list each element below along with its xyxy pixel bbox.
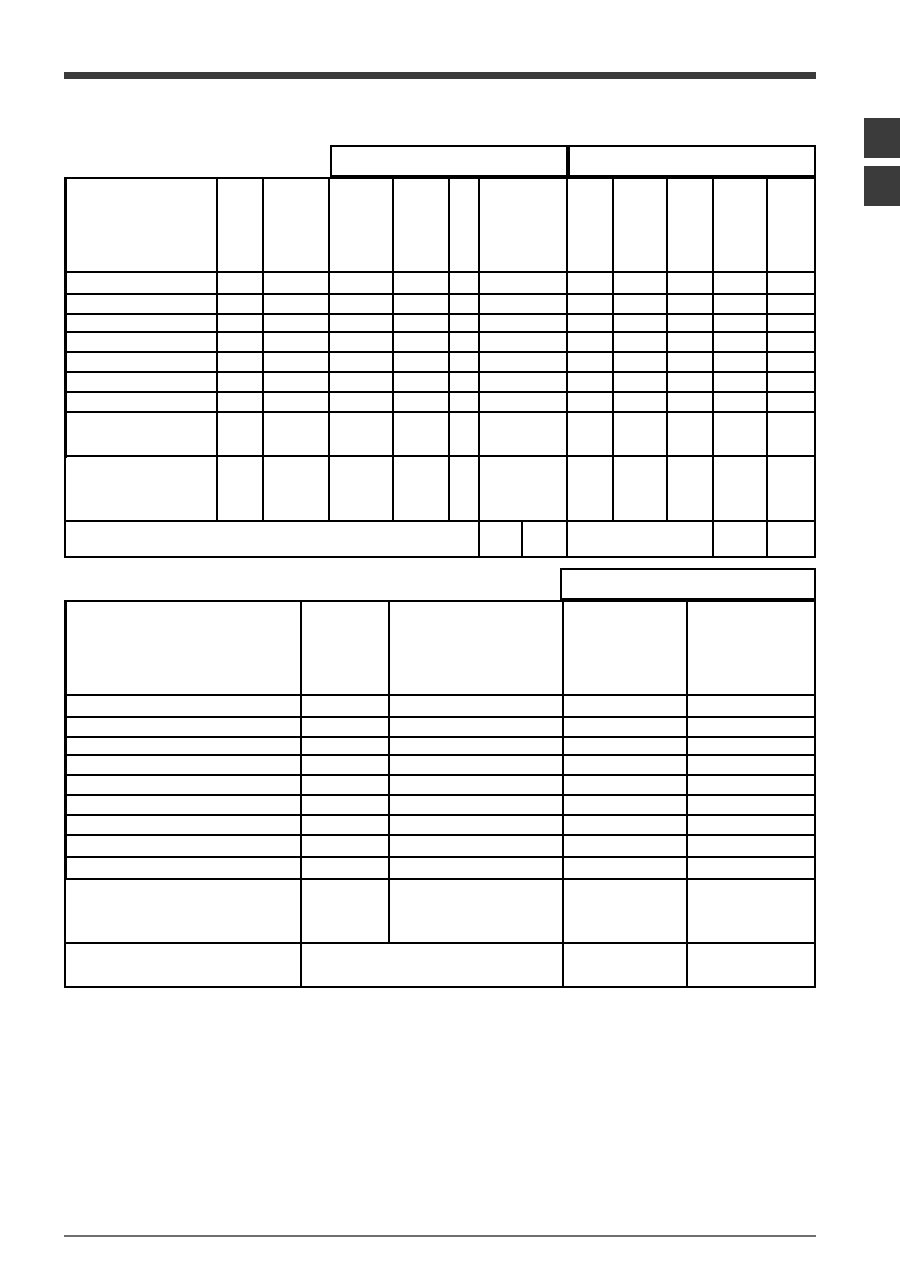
row-sep-header bbox=[66, 271, 814, 273]
group-header-left bbox=[330, 145, 568, 177]
col-sep-9 bbox=[612, 179, 614, 520]
thumb-tab-upper[interactable] bbox=[864, 118, 900, 158]
col-sep-4 bbox=[392, 179, 394, 520]
row-sep-b3 bbox=[66, 754, 814, 756]
row-sep-b8 bbox=[66, 856, 814, 858]
col-sep-b2 bbox=[388, 602, 390, 942]
row-sep-b10 bbox=[66, 942, 814, 944]
row-sep-b1 bbox=[66, 716, 814, 718]
row-sep-b-header bbox=[66, 694, 814, 696]
row-sep-b6 bbox=[66, 814, 814, 816]
row-sep-b4 bbox=[66, 774, 814, 776]
col-sep-6b bbox=[66, 179, 67, 458]
col-sep-12 bbox=[766, 179, 768, 558]
row-sep-b5 bbox=[66, 794, 814, 796]
row-sep-7 bbox=[66, 411, 814, 413]
col-sep-10 bbox=[666, 179, 668, 520]
group-header-right bbox=[568, 145, 816, 177]
header-rule bbox=[64, 72, 816, 79]
col-sep-8 bbox=[566, 179, 568, 558]
col-sep-11 bbox=[712, 179, 714, 558]
row-sep-5 bbox=[66, 371, 814, 373]
row-sep-1 bbox=[66, 293, 814, 295]
col-sep-2 bbox=[262, 179, 264, 520]
col-sep-1 bbox=[216, 179, 218, 520]
row-sep-6 bbox=[66, 391, 814, 393]
col-sep-5 bbox=[448, 179, 450, 520]
row-sep-b9 bbox=[66, 878, 814, 880]
thumb-tab-lower[interactable] bbox=[864, 166, 900, 206]
specification-table-bottom bbox=[64, 600, 816, 988]
row-sep-3 bbox=[66, 331, 814, 333]
row-sep-2 bbox=[66, 313, 814, 315]
row-sep-4 bbox=[66, 351, 814, 353]
col-sep-6 bbox=[478, 179, 480, 558]
row-sep-8 bbox=[66, 455, 814, 457]
col-sep-3 bbox=[328, 179, 330, 520]
row-sep-b7 bbox=[66, 834, 814, 836]
group-header-right-bottom bbox=[560, 568, 816, 600]
row-sep-9 bbox=[66, 520, 814, 522]
row-sep-b2 bbox=[66, 736, 814, 738]
col-sep-7 bbox=[521, 520, 523, 558]
footer-rule bbox=[64, 1235, 816, 1237]
specification-table-top bbox=[64, 177, 816, 558]
col-sep-b3 bbox=[66, 602, 67, 880]
